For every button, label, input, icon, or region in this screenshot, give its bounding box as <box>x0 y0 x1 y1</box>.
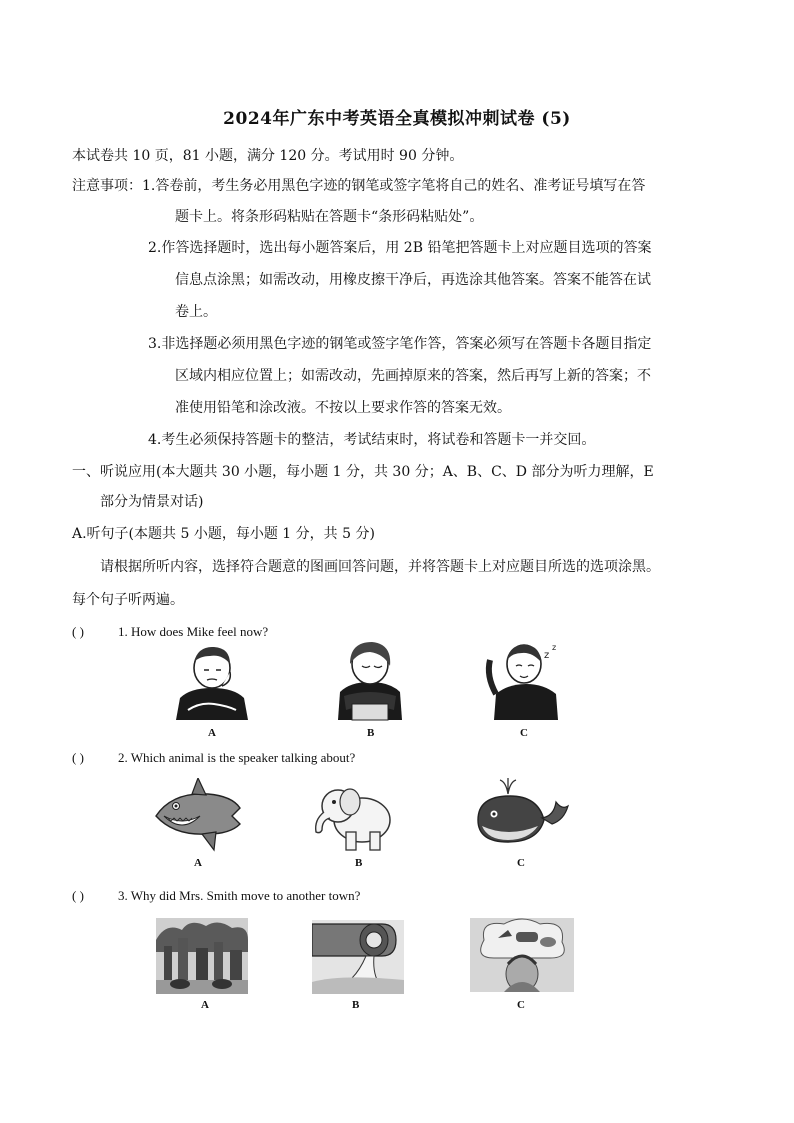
shark-image <box>152 778 244 852</box>
air-pollution-image <box>156 918 248 994</box>
q3-option-c[interactable]: C <box>517 999 525 1011</box>
q1-option-b[interactable]: B <box>367 727 375 739</box>
q2-option-a[interactable]: A <box>194 857 202 869</box>
question-3 <box>72 888 360 904</box>
note-2-line-1: 2.作答选择题时，选出每小题答案后，用 2B 铅笔把答题卡上对应题目选项的答案 <box>148 240 652 256</box>
exam-title: 2024年广东中考英语全真模拟冲刺试卷 (5) <box>223 109 571 129</box>
boy-thinking-image <box>170 640 255 722</box>
note-2-line-2: 信息点涂黑；如需改动，用橡皮擦干净后，再选涂其他答案。答案不能答在试 <box>175 272 651 288</box>
water-pollution-image <box>312 920 404 994</box>
q1-option-c[interactable]: C <box>520 727 528 739</box>
q1-option-a[interactable]: A <box>208 727 216 739</box>
notes-label: 注意事项：1.答卷前，考生务必用黑色字迹的钢笔或签字笔将自己的姓名、准考证号填写在答 <box>72 178 646 194</box>
note-2-line-3: 卷上。 <box>175 304 217 320</box>
note-3-line-1: 3.非选择题必须用黑色字迹的钢笔或签字笔作答，答案必须写在答题卡各题目指定 <box>148 336 652 352</box>
boy-sleepy-image <box>480 636 570 722</box>
answer-blank[interactable]: ( ) <box>72 624 84 639</box>
q2-option-c[interactable]: C <box>517 857 525 869</box>
noise-traffic-image <box>470 918 574 992</box>
question-text: 3. Why did Mrs. Smith move to another town? <box>118 888 361 903</box>
section-1-heading-cont: 部分为情景对话) <box>100 494 204 510</box>
svg-text:z: z <box>544 650 550 661</box>
part-a-instructions-cont: 每个句子听两遍。 <box>72 592 184 608</box>
question-text: 2. Which animal is the speaker talking about? <box>118 750 356 765</box>
note-1-line-1: 1.答卷前，考生务必用黑色字迹的钢笔或签字笔将自己的姓名、准考证号填写在答 <box>142 178 646 194</box>
q2-option-b[interactable]: B <box>355 857 363 869</box>
whale-image <box>472 776 570 850</box>
question-text: 1. How does Mike feel now? <box>118 624 269 639</box>
boy-tired-image <box>330 638 410 722</box>
note-4-line-1: 4.考生必须保持答题卡的整洁，考试结束时，将试卷和答题卡一并交回。 <box>148 432 596 448</box>
exam-intro: 本试卷共 10 页，81 小题，满分 120 分。考试用时 90 分钟。 <box>72 148 464 164</box>
part-a-instructions: 请根据所听内容，选择符合题意的图画回答问题，并将答题卡上对应题目所选的选项涂黑。 <box>100 559 660 575</box>
elephant-image <box>312 776 396 852</box>
q3-option-a[interactable]: A <box>201 999 209 1011</box>
q3-option-b[interactable]: B <box>352 999 360 1011</box>
section-1-heading: 一、听说应用(本大题共 30 小题，每小题 1 分，共 30 分；A、B、C、D 部分为听力理解，E <box>72 464 654 480</box>
svg-text:z: z <box>552 643 557 652</box>
question-2 <box>72 750 355 766</box>
question-1 <box>72 624 268 640</box>
part-a-heading: A.听句子(本题共 5 小题，每小题 1 分，共 5 分) <box>72 526 375 542</box>
answer-blank[interactable]: ( ) <box>72 750 84 765</box>
answer-blank[interactable]: ( ) <box>72 888 84 903</box>
note-3-line-3: 准使用铅笔和涂改液。不按以上要求作答的答案无效。 <box>175 400 511 416</box>
note-1-line-2: 题卡上。将条形码粘贴在答题卡“条形码粘贴处”。 <box>175 209 484 225</box>
note-3-line-2: 区域内相应位置上；如需改动，先画掉原来的答案，然后再写上新的答案；不 <box>175 368 651 384</box>
